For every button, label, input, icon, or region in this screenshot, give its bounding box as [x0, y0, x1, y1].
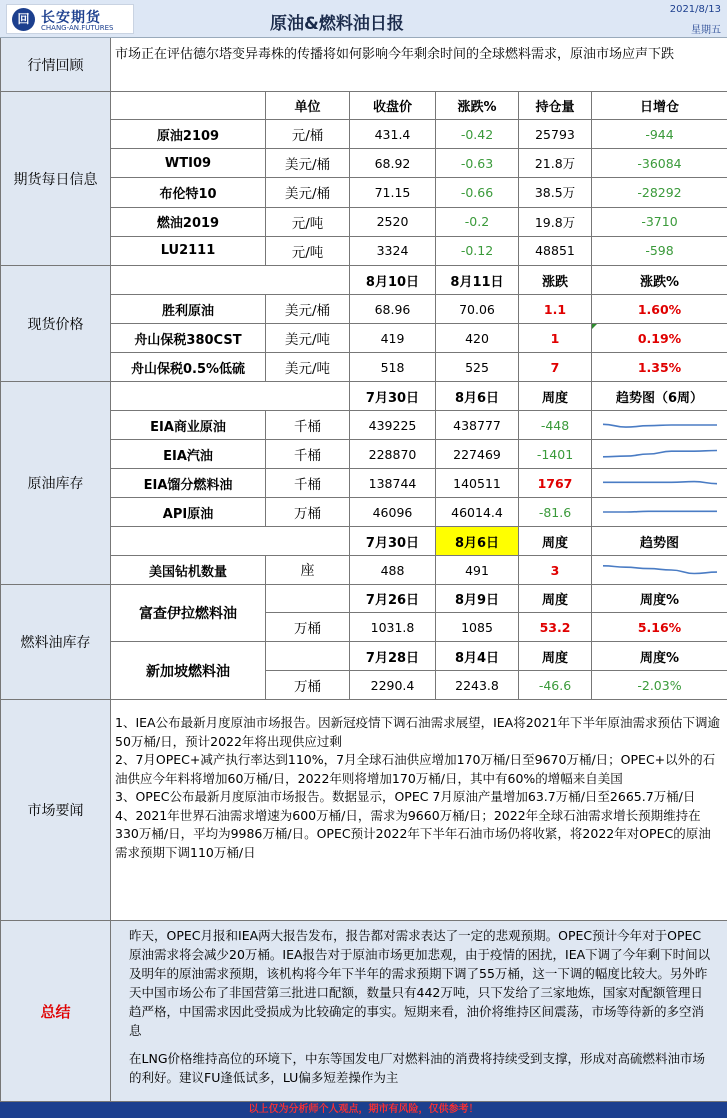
singapore-d1: 2290.4 [350, 671, 436, 700]
futures-row-unit: 元/桶 [266, 120, 350, 149]
rig-trend-sparkline [601, 561, 719, 579]
rig-trend-cell [592, 556, 727, 585]
summary-body [111, 921, 727, 1102]
rig-chg: 3 [519, 556, 592, 585]
spot-row-d1: 518 [350, 353, 436, 382]
rig-d2: 491 [436, 556, 519, 585]
fujairah-header-d2: 8月9日 [436, 585, 519, 613]
inventory-header-d1: 7月30日 [350, 382, 436, 411]
futures-row-oi: 25793 [519, 120, 592, 149]
singapore-header-blank [266, 642, 350, 671]
futures-row-name: 原油2109 [111, 120, 266, 149]
inventory-row-trend-cell [592, 411, 727, 440]
inventory-trend-sparkline [601, 445, 719, 463]
singapore-unit: 万桶 [266, 671, 350, 700]
rig-header-chg: 周度 [519, 527, 592, 556]
report-title: 原油&燃料油日报 [270, 14, 404, 34]
futures-row-unit: 美元/桶 [266, 149, 350, 178]
singapore-chg: -46.6 [519, 671, 592, 700]
spot-row-name: 胜利原油 [111, 295, 266, 324]
futures-row-name: 布伦特10 [111, 178, 266, 207]
fujairah-unit: 万桶 [266, 613, 350, 642]
futures-header-close: 收盘价 [350, 92, 436, 120]
spot-header-blank [111, 266, 350, 295]
futures-header-change: 涨跌% [436, 92, 519, 120]
section-label-spot: 现货价格 [1, 266, 111, 382]
futures-row-name: 燃油2019 [111, 208, 266, 237]
inventory-row-name: EIA汽油 [111, 440, 266, 469]
fujairah-d2: 1085 [436, 613, 519, 642]
futures-row-name: LU2111 [111, 237, 266, 266]
futures-header-oi-change: 日增仓 [592, 92, 727, 120]
fujairah-d1: 1031.8 [350, 613, 436, 642]
spot-row-name: 舟山保税0.5%低硫 [111, 353, 266, 382]
inventory-row-d1: 439225 [350, 411, 436, 440]
futures-row-change: -0.66 [436, 178, 519, 207]
futures-row-change: -0.42 [436, 120, 519, 149]
spot-header-chg: 涨跌 [519, 266, 592, 295]
fujairah-chg: 53.2 [519, 613, 592, 642]
inventory-row-trend-cell [592, 469, 727, 498]
inventory-row-d2: 227469 [436, 440, 519, 469]
futures-row-name: WTI09 [111, 149, 266, 178]
inventory-trend-sparkline [601, 474, 719, 492]
spot-row-d2: 525 [436, 353, 519, 382]
inventory-row-d1: 46096 [350, 498, 436, 527]
spot-header-d2: 8月11日 [436, 266, 519, 295]
spot-header-d1: 8月10日 [350, 266, 436, 295]
spot-row-chg: 7 [519, 353, 592, 382]
inventory-row-chg: -448 [519, 411, 592, 440]
spot-header-pct: 涨跌% [592, 266, 727, 295]
futures-row-change: -0.12 [436, 237, 519, 266]
spot-row-name: 舟山保税380CST [111, 324, 266, 353]
rig-header-trend: 趋势图 [592, 527, 727, 556]
inventory-header-trend: 趋势图（6周） [592, 382, 727, 411]
inventory-row-chg: -81.6 [519, 498, 592, 527]
futures-row-oi: 48851 [519, 237, 592, 266]
futures-row-change: -0.2 [436, 208, 519, 237]
rig-name: 美国钻机数量 [111, 556, 266, 585]
futures-row-close: 71.15 [350, 178, 436, 207]
inventory-row-d1: 228870 [350, 440, 436, 469]
spot-row-d2: 420 [436, 324, 519, 353]
fujairah-header-chg: 周度 [519, 585, 592, 613]
inventory-row-name: EIA商业原油 [111, 411, 266, 440]
fujairah-header-blank [266, 585, 350, 613]
spot-row-chg: 1 [519, 324, 592, 353]
inventory-row-d1: 138744 [350, 469, 436, 498]
singapore-pct: -2.03% [592, 671, 727, 700]
futures-row-close: 2520 [350, 208, 436, 237]
rig-unit: 座 [266, 556, 350, 585]
futures-row-oi-change: -944 [592, 120, 727, 149]
trend-line [603, 424, 717, 427]
inventory-row-unit: 万桶 [266, 498, 350, 527]
singapore-header-d1: 7月28日 [350, 642, 436, 671]
section-label-futures: 期货每日信息 [1, 92, 111, 266]
spot-row-pct: 0.19% [592, 324, 727, 353]
trend-line [603, 511, 717, 512]
futures-row-unit: 元/吨 [266, 237, 350, 266]
spot-row-d1: 68.96 [350, 295, 436, 324]
futures-row-oi: 38.5万 [519, 178, 592, 207]
singapore-d2: 2243.8 [436, 671, 519, 700]
singapore-name: 新加坡燃料油 [111, 642, 266, 700]
futures-row-unit: 元/吨 [266, 208, 350, 237]
section-label-summary: 总结 [1, 921, 111, 1102]
rig-header-d2: 8月6日 [436, 527, 519, 556]
section-label-fuel-stock: 燃料油库存 [1, 585, 111, 700]
fujairah-name: 富查伊拉燃料油 [111, 585, 266, 642]
inventory-header-chg: 周度 [519, 382, 592, 411]
section-label-inventory: 原油库存 [1, 382, 111, 585]
futures-row-oi-change: -28292 [592, 178, 727, 207]
futures-row-close: 68.92 [350, 149, 436, 178]
spot-row-d2: 70.06 [436, 295, 519, 324]
company-logo [6, 4, 134, 34]
inventory-row-d2: 140511 [436, 469, 519, 498]
report-date: 2021/8/13 [669, 4, 721, 15]
spot-row-chg: 1.1 [519, 295, 592, 324]
futures-row-oi-change: -3710 [592, 208, 727, 237]
futures-row-close: 431.4 [350, 120, 436, 149]
fujairah-header-d1: 7月26日 [350, 585, 436, 613]
inventory-row-unit: 千桶 [266, 411, 350, 440]
rig-header-d1: 7月30日 [350, 527, 436, 556]
inventory-row-name: API原油 [111, 498, 266, 527]
inventory-row-chg: 1767 [519, 469, 592, 498]
inventory-header-blank [111, 382, 350, 411]
cell-comment-marker [592, 324, 597, 329]
futures-row-oi-change: -36084 [592, 149, 727, 178]
spot-row-pct: 1.35% [592, 353, 727, 382]
futures-row-oi-change: -598 [592, 237, 727, 266]
news-text: 1、IEA公布最新月度原油市场报告。因新冠疫情下调石油需求展望，IEA将2021年下半年原油需求预估下调逾50万桶/日，预计2022年将出现供应过剩 2、7月OPEC+减产执行率达到110%，7月全球石油供应增加170万桶/日至9670万桶/日；OPEC+以外的石油供应今年料将增加60万桶/日，2022年则将增加170万桶/日，其中有60%的增幅来自美国 3、OPEC公布最新月度原油市场报告。数据显示，OPEC 7月原油产量增加63.7万桶/日至2665.7万桶/日 4、2021年世界石油需求增速为600万桶/日，需求为9660万桶/日；2022年全球石油需求增长预期维持在330万桶/日，平均为9986万桶/日。OPEC预计2022年下半年石油市场仍将收紧，将2022年对OPEC的原油需求预期下调110万桶/日 [111, 700, 727, 921]
section-label-review: 行情回顾 [1, 38, 111, 92]
futures-header-oi: 持仓量 [519, 92, 592, 120]
inventory-row-chg: -1401 [519, 440, 592, 469]
inventory-header-d2: 8月6日 [436, 382, 519, 411]
singapore-header-pct: 周度% [592, 642, 727, 671]
spot-row-unit: 美元/吨 [266, 324, 350, 353]
inventory-row-unit: 千桶 [266, 469, 350, 498]
futures-row-oi: 21.8万 [519, 149, 592, 178]
report-weekday: 星期五 [691, 25, 721, 36]
inventory-row-d2: 46014.4 [436, 498, 519, 527]
fujairah-header-pct: 周度% [592, 585, 727, 613]
inventory-trend-sparkline [601, 416, 719, 434]
section-label-news: 市场要闻 [1, 700, 111, 921]
inventory-row-trend-cell [592, 440, 727, 469]
futures-header-blank [111, 92, 266, 120]
logo-name-en: CHANG-AN.FUTURES [41, 24, 114, 32]
spot-row-d1: 419 [350, 324, 436, 353]
spot-row-unit: 美元/桶 [266, 295, 350, 324]
singapore-header-d2: 8月4日 [436, 642, 519, 671]
futures-row-oi: 19.8万 [519, 208, 592, 237]
futures-row-close: 3324 [350, 237, 436, 266]
inventory-row-trend-cell [592, 498, 727, 527]
report-table [0, 38, 727, 1102]
review-text: 市场正在评估德尔塔变异毒株的传播将如何影响今年剩余时间的全球燃料需求，原油市场应声下跌 [111, 38, 727, 92]
rig-header-blank [111, 527, 350, 556]
summary-paragraph-2: 在LNG价格维持高位的环境下，中东等国发电厂对燃料油的消费将持续受到支撑，形成对高硫燃料油市场的利好。建议FU逢低试多，LU偏多短差操作为主 [129, 1051, 706, 1085]
inventory-trend-sparkline [601, 503, 719, 521]
spot-row-pct: 1.60% [592, 295, 727, 324]
trend-line [603, 566, 717, 574]
inventory-row-unit: 千桶 [266, 440, 350, 469]
trend-line [603, 451, 717, 457]
inventory-row-name: EIA馏分燃料油 [111, 469, 266, 498]
futures-header-unit: 单位 [266, 92, 350, 120]
logo-name-cn: 长安期货 [41, 10, 101, 26]
logo-icon: 回 [12, 8, 35, 31]
inventory-row-d2: 438777 [436, 411, 519, 440]
fujairah-pct: 5.16% [592, 613, 727, 642]
summary-paragraph-1: 昨天，OPEC月报和IEA两大报告发布，报告都对需求表达了一定的悲观预期。OPEC预计今年对于OPEC原油需求将会减少20万桶。IEA报告对于原油市场更加悲观，由于疫情的困扰，IEA下调了今年剩下时间以及明年的原油需求预期，该机构将今年下半年的需求预期下调了55万桶，这一下调的幅度比较大。另外昨天中国市场公布了非国营第三批进口配额，数量只有442万吨，只下发给了三家地炼，国家对配额管理日趋严格，中国需求因此受损成为比较确定的事实。短期来看，油价将维持区间震荡，市场等待新的多空消息 [129, 928, 711, 1038]
report-header [0, 0, 727, 38]
rig-d1: 488 [350, 556, 436, 585]
trend-line [603, 482, 717, 484]
futures-row-unit: 美元/桶 [266, 178, 350, 207]
futures-row-change: -0.63 [436, 149, 519, 178]
disclaimer-footer: 以上仅为分析师个人观点，期市有风险，仅供参考！ [0, 1102, 727, 1118]
spot-row-unit: 美元/吨 [266, 353, 350, 382]
singapore-header-chg: 周度 [519, 642, 592, 671]
